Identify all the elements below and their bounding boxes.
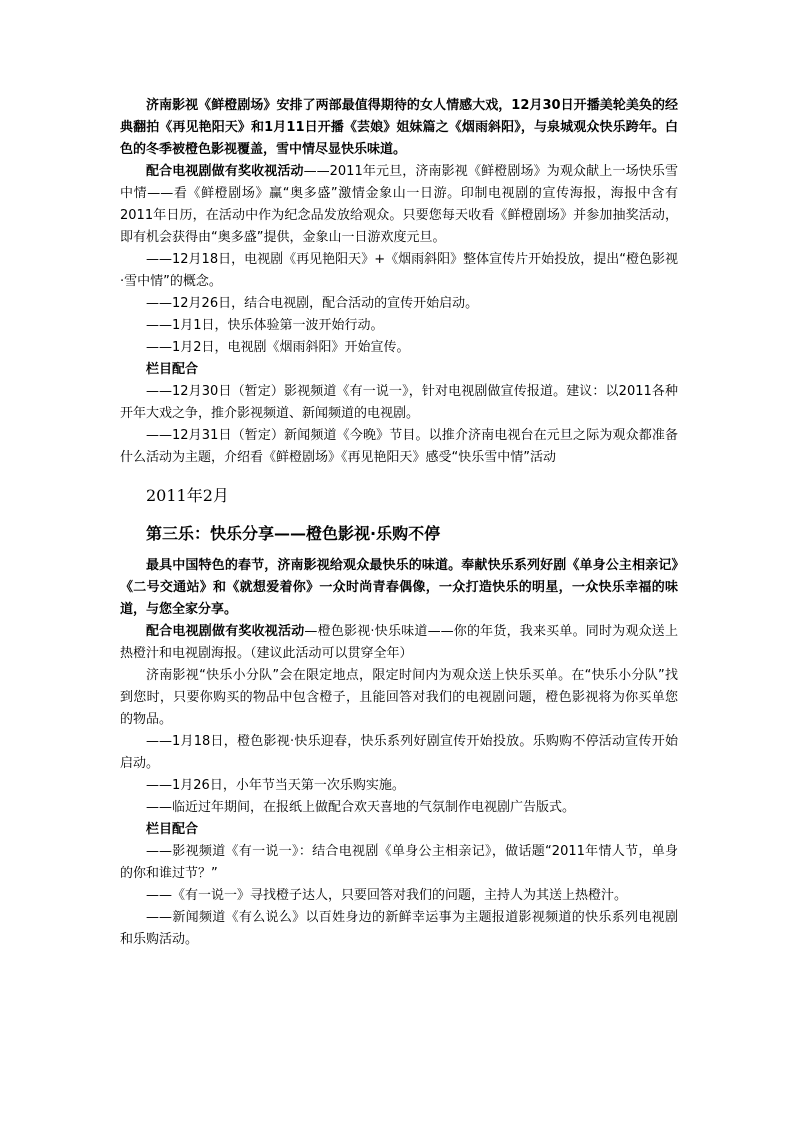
feb-column-heading: 栏目配合 bbox=[146, 822, 199, 837]
feb-item: ——1月26日，小年节当天第一次乐购实施。 bbox=[146, 778, 405, 793]
dec-item: ——12月18日，电视剧《再见艳阳天》+《烟雨斜阳》整体宣传片开始投放，提出“橙色影视·雪中情”的概念。 bbox=[120, 252, 678, 289]
feb-column-item: ——影视频道《有一说一》：结合电视剧《单身公主相亲记》，做话题“2011年情人节，单身的你和谁过节？” bbox=[120, 844, 678, 881]
section-title: 第三乐：快乐分享——橙色影视·乐购不停 bbox=[146, 524, 441, 543]
feb-item: ——1月18日，橙色影视·快乐迎春，快乐系列好剧宣传开始投放。乐购购不停活动宣传开始启动。 bbox=[120, 734, 678, 771]
dec-item: ——1月2日，电视剧《烟雨斜阳》开始宣传。 bbox=[146, 340, 410, 355]
month-heading: 2011年2月 bbox=[146, 486, 229, 505]
dec-column-item: ——12月30日（暂定）影视频道《有一说一》，针对电视剧做宣传报道。建议：以2011各种开年大戏之争，推介影视频道、新闻频道的电视剧。 bbox=[120, 384, 678, 421]
feb-intro-paragraph: 最具中国特色的春节，济南影视给观众最快乐的味道。奉献快乐系列好剧《单身公主相亲记》《二号交通站》和《就想爱着你》一众时尚青春偶像，一众打造快乐的明星，一众快乐幸福的味道，与您全家分享。 bbox=[120, 558, 678, 617]
dec-activity-lead: 配合电视剧做有奖收视活动 bbox=[146, 164, 304, 179]
feb-activity-text: —橙色影视·快乐味道——你的年货，我来买单。同时为观众送上热橙汁和电视剧海报。（建议此活动可以贯穿全年） bbox=[120, 624, 678, 661]
dec-activity-paragraph bbox=[120, 161, 678, 249]
feb-activity-lead: 配合电视剧做有奖收视活动 bbox=[146, 624, 305, 639]
dec-item: ——12月26日，结合电视剧，配合活动的宣传开始启动。 bbox=[146, 296, 479, 311]
dec-item: ——1月1日，快乐体验第一波开始行动。 bbox=[146, 318, 384, 333]
intro-paragraph: 济南影视《鲜橙剧场》安排了两部最值得期待的女人情感大戏，12月30日开播美轮美奂的经典翻拍《再见艳阳天》和1月11日开播《芸娘》姐妹篇之《烟雨斜阳》，与泉城观众快乐跨年。白色的冬季被橙色影视覆盖，雪中情尽显快乐味道。 bbox=[120, 98, 678, 157]
feb-detail-paragraph: 济南影视“快乐小分队”会在限定地点，限定时间内为观众送上快乐买单。在“快乐小分队”找到您时，只要你购买的物品中包含橙子，且能回答对我们的电视剧问题，橙色影视将为你买单您的物品。 bbox=[120, 668, 678, 727]
dec-column-heading: 栏目配合 bbox=[146, 362, 199, 377]
document-body bbox=[120, 95, 678, 951]
dec-activity-text: ——2011年元旦，济南影视《鲜橙剧场》为观众献上一场快乐雪中情——看《鲜橙剧场》赢“奥多盛”激情金象山一日游。印制电视剧的宣传海报，海报中含有2011年日历，在活动中作为纪念品发放给观众。只要您每天收看《鲜橙剧场》并参加抽奖活动，即有机会获得由“奥多盛”提供，金象山一日游欢度元旦。 bbox=[120, 164, 678, 245]
feb-column-item: ——《有一说一》寻找橙子达人，只要回答对我们的问题，主持人为其送上热橙汁。 bbox=[146, 888, 628, 903]
feb-item: ——临近过年期间，在报纸上做配合欢天喜地的气氛制作电视剧广告版式。 bbox=[146, 800, 576, 815]
dec-column-item: ——12月31日（暂定）新闻频道《今晚》节目。以推介济南电视台在元旦之际为观众都准备什么活动为主题，介绍看《鲜橙剧场》《再见艳阳天》感受“快乐雪中情”活动 bbox=[120, 428, 678, 465]
feb-activity-paragraph bbox=[120, 621, 678, 665]
feb-column-item: ——新闻频道《有么说么》以百姓身边的新鲜幸运事为主题报道影视频道的快乐系列电视剧和乐购活动。 bbox=[120, 910, 678, 947]
